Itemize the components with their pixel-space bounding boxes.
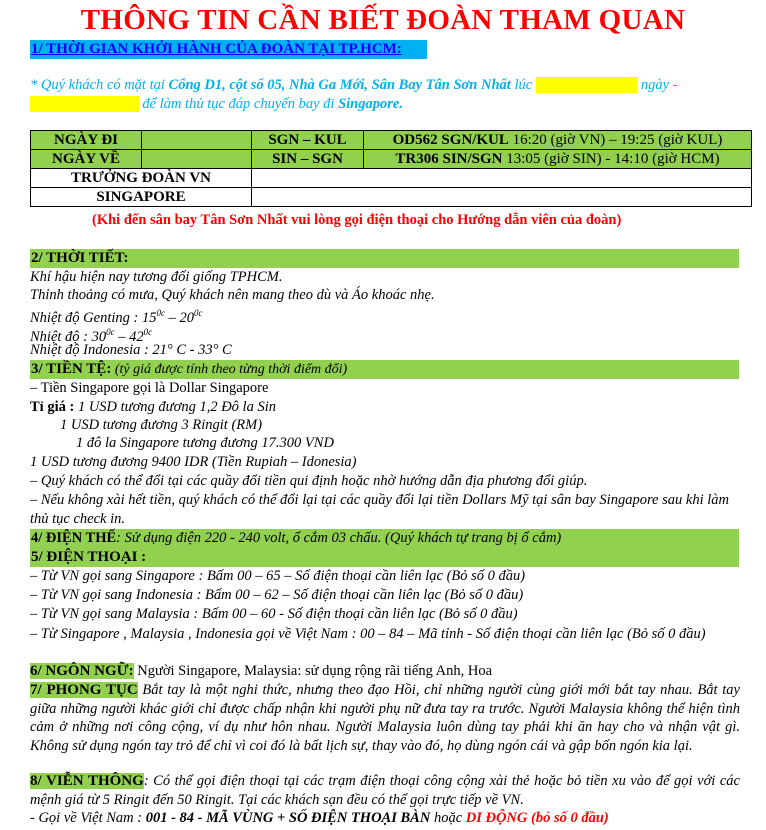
table-row (31, 131, 752, 150)
phone-line-2: – Từ VN gọi sang Indonesia : Bấm 00 – 62 – Số điện thoại cần liên lạc (Bỏ số 0 đầu) (30, 587, 524, 603)
return-flight (364, 150, 752, 169)
phone-line-1: – Từ VN gọi sang Singapore : Bấm 00 – 65 – Số điện thoại cần liên lạc (Bỏ số 0 đầu) (30, 568, 526, 584)
return-date (142, 150, 252, 169)
section-3-heading: 3/ TIỀN TỆ: (tỷ giá được tính theo từng thời điểm đổi) (30, 360, 739, 379)
departure-flight-time: 16:20 (giờ VN) – 19:25 (giờ KUL) (508, 132, 723, 148)
section-2-heading: 2/ THỜI TIẾT: (30, 249, 739, 268)
phone-line-3: – Từ VN gọi sang Malaysia : Bấm 00 – 60 - Số điện thoại cần liên lạc (Bỏ số 0 đầu) (30, 606, 518, 622)
section-7 (30, 681, 740, 755)
section-4-heading: 4/ ĐIỆN THẾ: Sử dụng điện 220 - 240 volt, ổ cắm 03 chấu. (Quý khách tự trang bị ổ cắm) (30, 529, 739, 548)
section-1-heading: 1/ THỜI GIAN KHỞI HÀNH CỦA ĐOÀN TẠI TP.HCM: (30, 40, 427, 59)
return-flight-time: 13:05 (giờ SIN) - 14:10 (giờ HCM) (502, 151, 720, 167)
currency-line-2: Tỉ giá : 1 USD tương đương 1,2 Đô la Sin (30, 399, 276, 415)
weather-line-1: Khí hậu hiện nay tương đối giống TPHCM. (30, 269, 283, 285)
weather-line-4: Nhiệt độ : $30^{0c} - 42^{0c}$ (30, 327, 153, 345)
currency-line-6: – Quý khách có thể đổi tại các quầy đổi tiền qui định hoặc nhờ hướng dẫn địa phương đổi giúp. (30, 473, 588, 489)
table-row (31, 169, 752, 188)
departure-note (30, 76, 738, 114)
section-8-heading: 8/ VIỄN THÔNG (30, 773, 144, 789)
tour-leader-vn-label: TRƯỞNG ĐOÀN VN (31, 169, 252, 188)
table-row (31, 188, 752, 207)
currency-line-5: 1 USD tương đương 9400 IDR (Tiền Rupiah – Idonesia) (30, 454, 357, 470)
section-8-text: : Có thể gọi điện thoại tại các trạm điện thoại công cộng xài thẻ hoặc bỏ tiền xu vào để gọi với các mệnh giá từ 5 Ringit đến 50 Ringit. Tại các khách sạn đều có thể gọi trực tiếp về VN. (30, 773, 740, 808)
tour-leader-vn-value (252, 169, 752, 188)
section-7-heading: 7/ PHONG TỤC (30, 682, 138, 698)
departure-label: NGÀY ĐI (31, 131, 142, 150)
weather-line-5: Nhiệt độ Indonesia : 21° C - 33° C (30, 342, 232, 358)
document-title: THÔNG TIN CẦN BIẾT ĐOÀN THAM QUAN (80, 4, 686, 36)
section-6-text: Người Singapore, Malaysia: sử dụng rộng rãi tiếng Anh, Hoa (133, 663, 493, 679)
section-6-heading: 6/ NGÔN NGỮ: (30, 663, 134, 679)
tour-leader-sg-value (252, 188, 752, 207)
tour-leader-sg-label: SINGAPORE (31, 188, 252, 207)
return-flight-code: TR306 SIN/SGN (395, 151, 503, 167)
meeting-place: Cổng D1, cột số 05, Nhà Ga Mới, Sân Bay Tân Sơn Nhất (168, 77, 511, 93)
call-vn-line: - Gọi về Việt Nam : 001 - 84 - MÃ VÙNG + SỐ ĐIỆN THOẠI BÀN hoặc DI ĐỘNG (bỏ số 0 đầu) (30, 810, 609, 826)
table-row (31, 150, 752, 169)
note-text-c: ngày - (637, 77, 678, 93)
currency-line-7: – Nếu không xài hết tiền, quý khách có thể đổi lại tại các quầy đổi lại tiền Dollars Mỹ tại sân bay Singapore sau khi làm thủ tục check in. (30, 492, 729, 527)
return-route: SIN – SGN (252, 150, 364, 169)
phone-line-4: – Từ Singapore , Malaysia , Indonesia gọi về Việt Nam : 00 – 84 – Mã tỉnh - Số điện thoại cần liên lạc (Bỏ số 0 đầu) (30, 626, 706, 642)
currency-line-1: – Tiền Singapore gọi là Dollar Singapore (30, 380, 269, 396)
return-label: NGÀY VỀ (31, 150, 142, 169)
note-text-a: * Quý khách có mặt tại (30, 77, 169, 93)
currency-line-4: 1 đô la Singapore tương đương 17.300 VND (76, 435, 334, 451)
weather-line-3: Nhiệt độ Genting : $15^{0c} - 20^{0c}$ (30, 308, 203, 326)
departure-date (142, 131, 252, 150)
section-7-text: Bắt tay là một nghi thức, nhưng theo đạo Hồi, chỉ những người cùng giới mới bắt tay nhau. Bắt tay giữa những người khác giới chỉ được chấp nhận khi người phụ nữ đưa tay ra trước. Người Malaysia không thể hiện tình cảm ở những nơi công cộng, ví dụ như hôn nhau. Người Malaysia luôn dùng tay phải khi ăn hay cho và nhận vật gì. Không sử dụng ngón tay trỏ để chỉ vì coi đó là bất lịch sự, thay vào đó, họ dùng ngón cái và gập bốn ngón kia lại. (30, 682, 740, 754)
note-text-b: lúc (510, 77, 536, 93)
section-5-heading: 5/ ĐIỆN THOẠI : (30, 548, 739, 567)
flight-table (30, 130, 752, 207)
section-8 (30, 772, 740, 809)
departure-route: SGN – KUL (252, 131, 364, 150)
destination: Singapore. (338, 96, 403, 112)
time-blank (536, 77, 638, 93)
departure-flight (364, 131, 752, 150)
departure-flight-code: OD562 SGN/KUL (392, 132, 509, 148)
currency-line-3: 1 USD tương đương 3 Ringit (RM) (60, 417, 263, 433)
date-blank (30, 96, 139, 112)
section-6 (30, 662, 740, 681)
weather-line-2: Thỉnh thoảng có mưa, Quý khách nên mang theo dù và Áo khoác nhẹ. (30, 287, 435, 303)
airport-call-note: (Khi đến sân bay Tân Sơn Nhất vui lòng gọi điện thoại cho Hướng dẫn viên của đoàn) (92, 212, 622, 228)
note-text-d: để làm thủ tục đáp chuyến bay đi (138, 96, 339, 112)
